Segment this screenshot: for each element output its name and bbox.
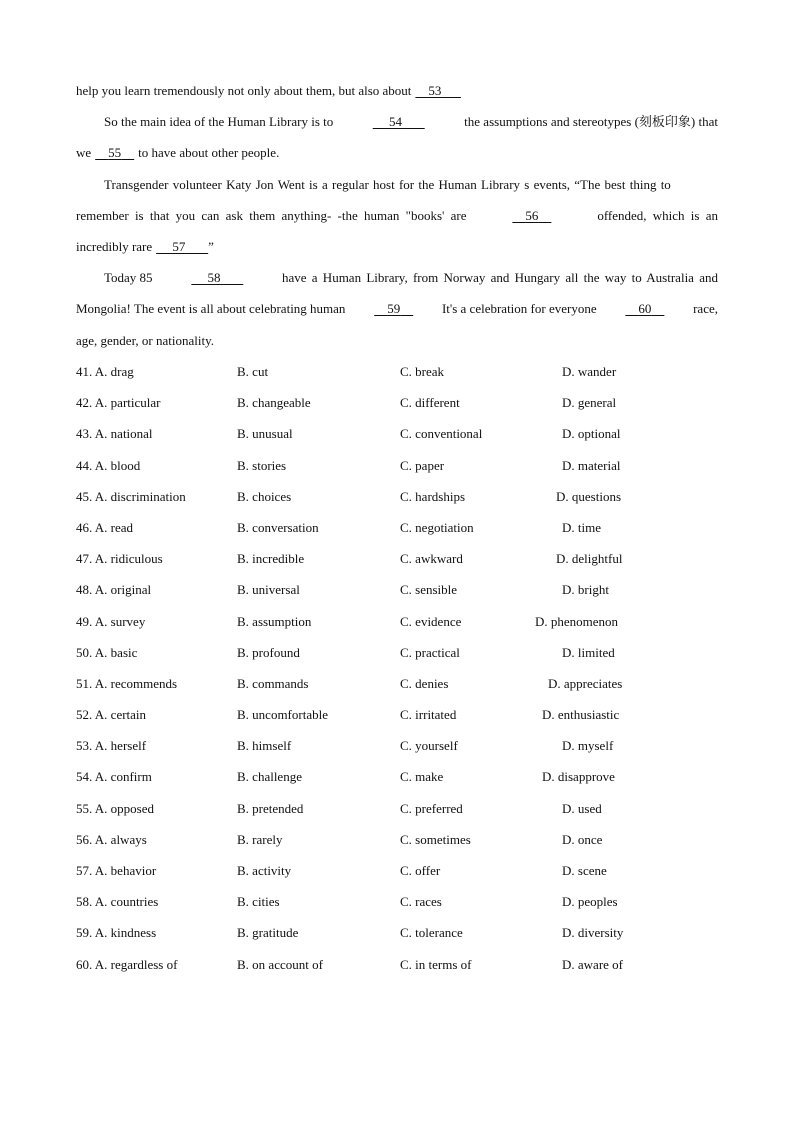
- passage-text: incredibly rare: [76, 238, 153, 254]
- option-d: D. myself: [562, 738, 614, 754]
- option-a: 44. A. blood: [76, 457, 141, 473]
- option-d: D. general: [562, 395, 617, 411]
- option-c: C. negotiation: [400, 519, 474, 535]
- option-d: D. material: [562, 457, 621, 473]
- passage-text: Today 85: [104, 270, 153, 286]
- option-a: 53. A. herself: [76, 738, 147, 754]
- question-row: [76, 737, 716, 768]
- option-d: D. bright: [562, 582, 609, 598]
- option-b: B. cut: [237, 364, 269, 379]
- passage-line: [76, 300, 718, 331]
- option-d: D. once: [562, 831, 603, 847]
- option-c: C. denies: [400, 675, 449, 691]
- passage-text: Mongolia! The event is all about celebrating human: [76, 301, 346, 317]
- option-d: D. diversity: [562, 925, 624, 941]
- question-row: [76, 956, 716, 987]
- passage-text: ”: [208, 238, 214, 254]
- option-b: B. cities: [237, 894, 280, 910]
- option-c: C. preferred: [400, 800, 463, 816]
- passage-line: [76, 82, 718, 113]
- option-a: 51. A. recommends: [76, 675, 178, 691]
- option-a: 52. A. certain: [76, 707, 147, 723]
- passage-text: It's a celebration for everyone: [441, 301, 597, 317]
- option-d: D. time: [562, 519, 601, 535]
- option-b: B. himself: [237, 738, 292, 754]
- option-a: 58. A. countries: [76, 894, 159, 910]
- option-a: 43. A. national: [76, 426, 153, 442]
- option-b: B. conversation: [237, 519, 319, 535]
- question-row: [76, 675, 716, 706]
- passage-line: [76, 144, 718, 175]
- question-row: [76, 425, 716, 456]
- option-a: 56. A. always: [76, 831, 147, 847]
- option-c: C. yourself: [400, 738, 458, 754]
- passage-line: [76, 207, 718, 238]
- passage-line: [76, 113, 718, 144]
- option-a: 50. A. basic: [76, 644, 138, 660]
- option-a: 57. A. behavior: [76, 863, 157, 878]
- option-c: C. sometimes: [400, 831, 471, 847]
- answer-options: [76, 363, 716, 987]
- option-a: 49. A. survey: [76, 613, 146, 629]
- question-row: [76, 363, 716, 394]
- option-b: B. uncomfortable: [237, 707, 328, 723]
- option-d: D. questions: [556, 488, 621, 504]
- option-b: B. stories: [237, 457, 287, 473]
- option-b: B. incredible: [237, 551, 305, 567]
- option-c: C. in terms of: [400, 956, 472, 972]
- option-c: C. hardships: [400, 488, 465, 504]
- option-b: B. activity: [237, 863, 292, 878]
- question-row: [76, 457, 716, 488]
- option-b: B. unusual: [237, 426, 293, 442]
- option-c: C. break: [400, 364, 445, 379]
- option-a: 54. A. confirm: [76, 769, 152, 785]
- question-row: [76, 644, 716, 675]
- passage-line: [76, 269, 718, 300]
- option-b: B. on account of: [237, 956, 323, 972]
- question-row: [76, 893, 716, 924]
- passage-text: help you learn tremendously not only about them, but also about: [76, 83, 412, 98]
- option-a: 46. A. read: [76, 519, 134, 535]
- option-d: D. disapprove: [542, 769, 615, 785]
- question-row: [76, 706, 716, 737]
- passage-text: age, gender, or nationality.: [76, 332, 214, 348]
- question-row: [76, 831, 716, 862]
- option-b: B. universal: [237, 582, 300, 598]
- option-c: C. conventional: [400, 426, 483, 442]
- passage-line: [76, 238, 718, 269]
- option-b: B. gratitude: [237, 925, 299, 941]
- option-a: 59. A. kindness: [76, 925, 157, 941]
- option-c: C. irritated: [400, 707, 457, 723]
- option-c: C. different: [400, 395, 460, 411]
- option-d: D. scene: [562, 863, 607, 878]
- question-row: [76, 768, 716, 799]
- option-c: C. evidence: [400, 613, 462, 629]
- option-b: B. rarely: [237, 831, 283, 847]
- option-c: C. practical: [400, 644, 460, 660]
- passage-text: offended, which is an: [597, 207, 718, 223]
- option-d: D. phenomenon: [535, 613, 619, 629]
- passage-text: remember is that you can ask them anything- -the human "books' are: [76, 207, 467, 223]
- blank-55: 55: [108, 145, 122, 161]
- passage-text: the assumptions and stereotypes (刻板印象) that: [464, 114, 718, 130]
- passage-text: Transgender volunteer Katy Jon Went is a regular host for the Human Library s events, “The best thing to: [104, 176, 671, 192]
- option-d: D. appreciates: [548, 675, 623, 691]
- option-d: D. aware of: [562, 956, 623, 972]
- passage-line: [76, 332, 718, 363]
- question-row: [76, 488, 716, 519]
- option-d: D. enthusiastic: [542, 707, 620, 723]
- option-c: C. make: [400, 769, 444, 785]
- option-b: B. changeable: [237, 395, 311, 411]
- option-c: C. races: [400, 894, 442, 910]
- passage-text: have a Human Library, from Norway and Hungary all the way to Australia and: [282, 270, 718, 286]
- option-a: 41. A. drag: [76, 364, 134, 379]
- question-row: [76, 862, 716, 893]
- option-d: D. limited: [562, 644, 615, 660]
- question-row: [76, 550, 716, 581]
- blank-57: 57: [172, 238, 186, 254]
- option-b: B. choices: [237, 488, 292, 504]
- blank-59: 59: [387, 301, 401, 317]
- question-row: [76, 394, 716, 425]
- option-d: D. wander: [562, 364, 617, 379]
- option-a: 42. A. particular: [76, 395, 161, 411]
- option-b: B. pretended: [237, 800, 304, 816]
- passage: [76, 82, 718, 363]
- option-d: D. delightful: [556, 551, 623, 567]
- option-b: B. commands: [237, 675, 309, 691]
- option-b: B. challenge: [237, 769, 302, 785]
- blank-60: 60: [638, 301, 652, 317]
- passage-text: we: [76, 145, 92, 161]
- blank-53: 53: [428, 83, 442, 98]
- option-a: 48. A. original: [76, 582, 152, 598]
- question-row: [76, 519, 716, 550]
- option-a: 60. A. regardless of: [76, 956, 178, 972]
- option-a: 47. A. ridiculous: [76, 551, 163, 567]
- option-c: C. sensible: [400, 582, 458, 598]
- option-b: B. profound: [237, 644, 300, 660]
- passage-text: to have about other people.: [138, 145, 280, 161]
- blank-58: 58: [207, 270, 221, 286]
- option-b: B. assumption: [237, 613, 312, 629]
- option-d: D. peoples: [562, 894, 618, 910]
- option-d: D. optional: [562, 426, 621, 442]
- passage-line: [76, 176, 718, 207]
- question-row: [76, 924, 716, 955]
- passage-text: race,: [693, 301, 718, 317]
- option-d: D. used: [562, 800, 602, 816]
- passage-text: So the main idea of the Human Library is to: [104, 114, 334, 130]
- question-row: [76, 613, 716, 644]
- blank-54: 54: [388, 114, 402, 130]
- option-a: 55. A. opposed: [76, 800, 154, 816]
- option-c: C. tolerance: [400, 925, 463, 941]
- blank-56: 56: [525, 207, 539, 223]
- option-c: C. paper: [400, 457, 445, 473]
- question-row: [76, 581, 716, 612]
- option-c: C. offer: [400, 863, 441, 878]
- option-c: C. awkward: [400, 551, 463, 567]
- question-row: [76, 800, 716, 831]
- option-a: 45. A. discrimination: [76, 488, 186, 504]
